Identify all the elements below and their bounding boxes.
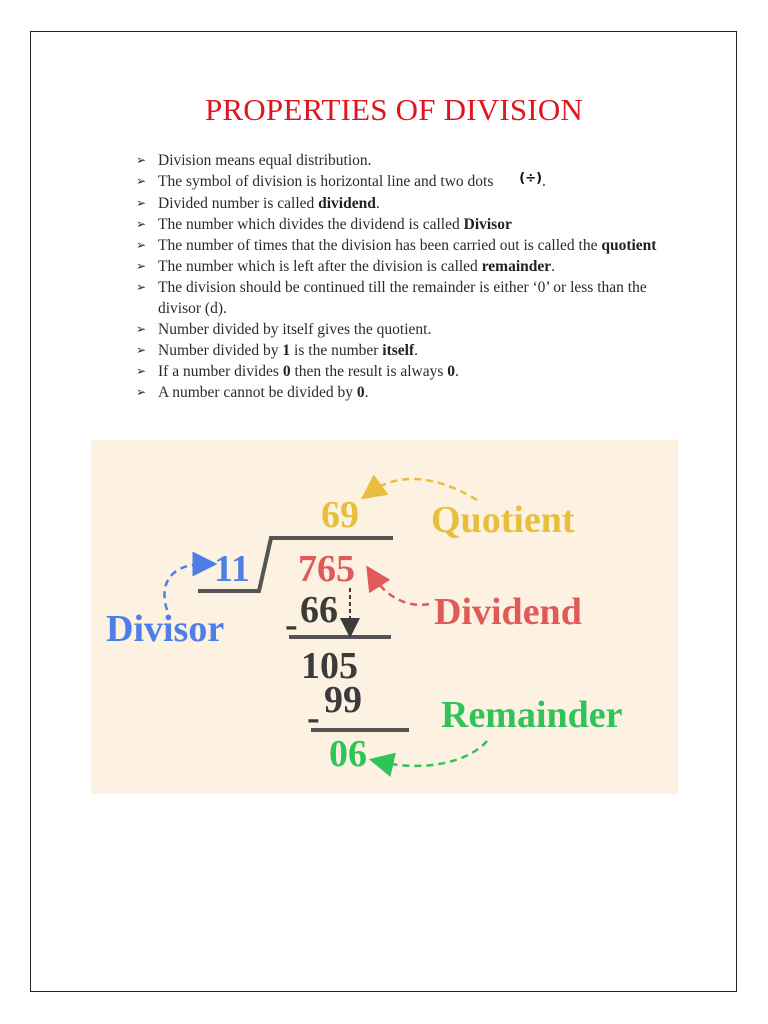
list-item: ➢ If a number divides 0 then the result is always 0. bbox=[136, 363, 459, 380]
list-item: ➢ Number divided by itself gives the quotient. bbox=[136, 321, 432, 338]
dividend-value: 765 bbox=[298, 548, 355, 590]
list-item: ➢ The number which is left after the division is called remainder. bbox=[136, 258, 556, 275]
list-item: ➢ Number divided by 1 is the number itself. bbox=[136, 342, 419, 359]
arrowhead-bullet-icon: ➢ bbox=[136, 174, 147, 188]
list-item: ➢ A number cannot be divided by 0. bbox=[136, 384, 369, 401]
division-symbol: (÷) bbox=[519, 171, 543, 186]
subtract-value-2: 99 bbox=[324, 679, 362, 721]
quotient-arrow bbox=[371, 479, 477, 500]
partial-value: 105 bbox=[301, 645, 358, 687]
quotient-value: 69 bbox=[321, 494, 359, 536]
divisor-label: Divisor bbox=[106, 608, 225, 650]
remainder-arrow bbox=[381, 741, 487, 766]
list-item: ➢ The number of times that the division has been carried out is called the quotient bbox=[136, 237, 657, 254]
quotient-label: Quotient bbox=[431, 499, 575, 541]
remainder-value: 06 bbox=[329, 733, 367, 775]
dividend-label: Dividend bbox=[434, 591, 582, 633]
arrowhead-bullet-icon: ➢ bbox=[136, 385, 147, 399]
minus-sign-1: - bbox=[285, 604, 298, 646]
minus-sign-2: - bbox=[307, 697, 320, 739]
arrowhead-bullet-icon: ➢ bbox=[136, 238, 147, 252]
long-division-diagram bbox=[91, 440, 678, 794]
arrowhead-bullet-icon: ➢ bbox=[136, 196, 147, 210]
arrowhead-bullet-icon: ➢ bbox=[136, 259, 147, 273]
list-item: ➢ The symbol of division is horizontal line and two dots (÷). bbox=[136, 171, 676, 193]
list-item: ➢ Divided number is called dividend. bbox=[136, 195, 380, 212]
remainder-label: Remainder bbox=[441, 694, 623, 736]
arrowhead-bullet-icon: ➢ bbox=[136, 280, 147, 294]
arrowhead-bullet-icon: ➢ bbox=[136, 364, 147, 378]
arrowhead-bullet-icon: ➢ bbox=[136, 153, 147, 167]
divisor-arrow bbox=[164, 564, 205, 610]
list-item: ➢ The division should be continued till the remainder is either ‘0’ or less than the divisor (d). bbox=[136, 279, 647, 317]
arrowhead-bullet-icon: ➢ bbox=[136, 343, 147, 357]
long-division-svg bbox=[91, 440, 678, 794]
properties-list bbox=[136, 150, 676, 403]
divisor-value: 11 bbox=[214, 548, 250, 590]
page-title: PROPERTIES OF DIVISION bbox=[204, 92, 584, 127]
subtract-value-1: 66 bbox=[300, 589, 338, 631]
dividend-arrow bbox=[373, 576, 429, 605]
arrowhead-bullet-icon: ➢ bbox=[136, 322, 147, 336]
arrowhead-bullet-icon: ➢ bbox=[136, 217, 147, 231]
list-item: ➢ Division means equal distribution. bbox=[136, 152, 372, 169]
list-item: ➢ The number which divides the dividend is called Divisor bbox=[136, 216, 512, 233]
